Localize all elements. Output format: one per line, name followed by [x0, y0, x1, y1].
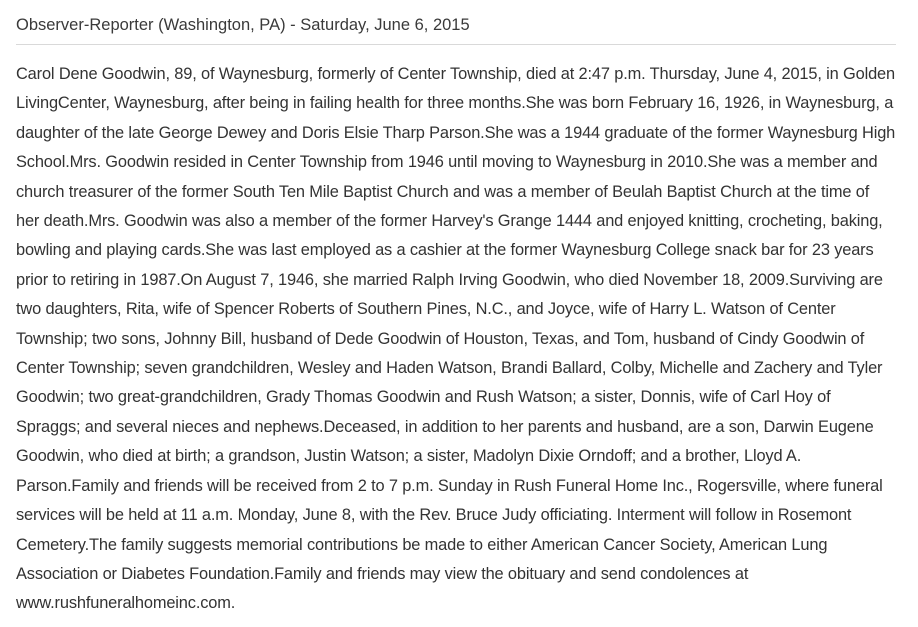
- header-divider: [16, 44, 896, 45]
- obituary-text: Carol Dene Goodwin, 89, of Waynesburg, formerly of Center Township, died at 2:47 p.m. Thursday, June 4, 2015, in Golden LivingCenter, Waynesburg, after being in failing health for three months.She was born February 16, 1926, in Waynesburg, a daughter of the late George Dewey and Doris Elsie Tharp Parson.She was a 1944 graduate of the former Waynesburg High School.Mrs. Goodwin resided in Center Township from 1946 until moving to Waynesburg in 2010.She was a member and church treasurer of the former South Ten Mile Baptist Church and was a member of Beulah Baptist Church at the time of her death.Mrs. Goodwin was also a member of the former Harvey's Grange 1444 and enjoyed knitting, crocheting, baking, bowling and playing cards.She was last employed as a cashier at the former Waynesburg College snack bar for 23 years prior to retiring in 1987.On August 7, 1946, she married Ralph Irving Goodwin, who died November 18, 2009.Surviving are two daughters, Rita, wife of Spencer Roberts of Southern Pines, N.C., and Joyce, wife of Harry L. Watson of Center Township; two sons, Johnny Bill, husband of Dede Goodwin of Houston, Texas, and Tom, husband of Cindy Goodwin of Center Township; seven grandchildren, Wesley and Haden Watson, Brandi Ballard, Colby, Michelle and Zachery and Tyler Goodwin; two great-grandchildren, Grady Thomas Goodwin and Rush Watson; a sister, Donnis, wife of Carl Hoy of Spraggs; and several nieces and nephews.Deceased, in addition to her parents and husband, are a son, Darwin Eugene Goodwin, who died at birth; a grandson, Justin Watson; a sister, Madolyn Dixie Orndoff; and a brother, Lloyd A. Parson.Family and friends will be received from 2 to 7 p.m. Sunday in Rush Funeral Home Inc., Rogersville, where funeral services will be held at 11 a.m. Monday, June 8, with the Rev. Bruce Judy officiating. Interment will follow in Rosemont Cemetery.The family suggests memorial contributions be made to either American Cancer Society, American Lung Association or Diabetes Foundation.Family and friends may view the obituary and send condolences at www.rushfuneralhomeinc.com.: [16, 65, 896, 613]
- obituary-page: [16, 0, 896, 613]
- publication-source-line: Observer-Reporter (Washington, PA) - Saturday, June 6, 2015: [16, 16, 470, 34]
